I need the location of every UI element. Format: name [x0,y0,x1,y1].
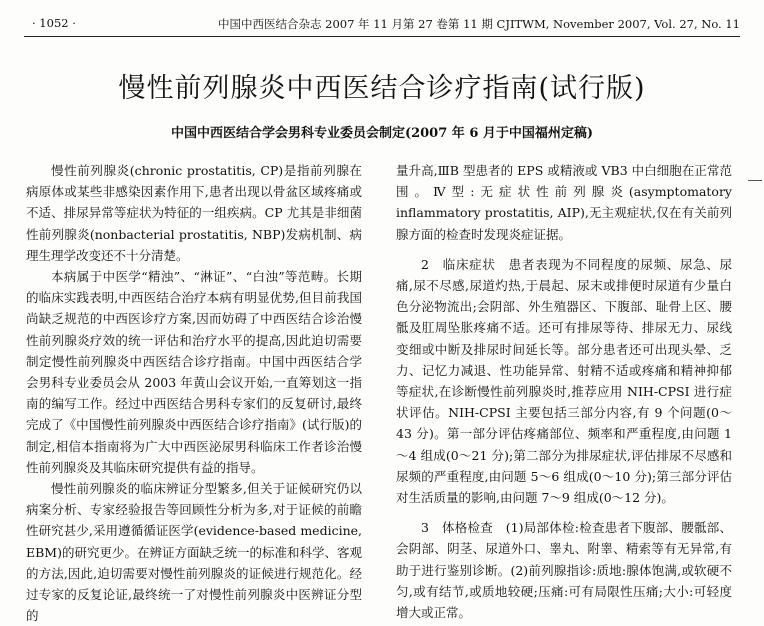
article-subtitle: 中国中西医结合学会男科专业委员会制定(2007 年 6 月于中国福州定稿) [170,126,594,141]
header-rule [24,36,740,37]
running-header [24,14,740,34]
paragraph-continuation: 量升高,ⅢB 型患者的 EPS 或精液或 VB3 中白细胞在正常范围。Ⅳ型:无症状性前列腺炎(asymptomatory inflammatory prostatitis, AIP),无主观症状,仅在有关前列腺方面的检查时发现炎症证据。 [396,163,732,242]
section-clinical-symptoms: 2 临床症状 患者表现为不同程度的尿频、尿急、尿痛,尿不尽感,尿道灼热,于晨起、尿末或排便时尿道有少量白色分泌物流出;会阴部、外生殖器区、下腹部、耻骨上区、腰骶及肛周坠胀疼痛不适。还可有排尿等待、排尿无力、尿线变细或中断及排尿时间延长等。部分患者还可出现头晕、乏力、记忆力减退、性功能异常、射精不适或疼痛和精神抑郁等症状,在诊断慢性前列腺炎时,推荐应用 NIH-CPSI 进行症状评估。NIH-CPSI 主要包括三部分内容,有 9 个问题(0～43 分)。第一部分评估疼痛部位、频率和严重程度,由问题 1～4 组成(0～21 分);第二部分为排尿症状,评估排尿不尽感和尿频的严重程度,由问题 5～6 组成(0～10 分);第三部分评估对生活质量的影响,由问题 7～9 组成(0～12 分)。 [396,256,732,506]
paragraph-syndrome: 慢性前列腺炎的临床辨证分型繁多,但关于证候研究仍以病案分析、专家经验报告等回顾性分析为多,对于证候的前瞻性研究甚少,采用遵循循证医学(evidence-based medicine, EBM)的研究更少。在辨证方面缺乏统一的标准和科学、客观的方法,因此,迫切需要对慢性前列腺炎的证候进行规范化。经过专家的反复论证,最终统一了对慢性前列腺炎中医辨证分型的 [26,481,362,624]
paragraph-tcm: 本病属于中医学“精浊”、“淋证”、“白浊”等范畴。长期的临床实践表明,中西医结合治疗本病有明显优势,但目前我国尚缺乏规范的中西医诊疗方案,因而妨碍了中西医结合诊治慢性前列腺炎疗效的统一评估和治疗水平的提高,因此迫切需要制定慢性前列腺炎中西医结合诊疗指南。中国中西医结合学会男科专业委员会从 2003 年黄山会议开始,一直筹划这一指南的编写工作。经过中西医结合男科专家们的反复研讨,最终完成了《中国慢性前列腺炎中西医结合诊疗指南》(试行版)的制定,相信本指南将为广大中西医泌尿男科临床工作者诊治慢性前列腺炎及其临床研究提供有益的指导。 [26,269,362,475]
article-title: 慢性前列腺炎中西医结合诊疗指南(试行版) [118,73,646,104]
left-column [26,160,362,626]
margin-mark [748,180,762,181]
paragraph-intro: 慢性前列腺炎(chronic prostatitis, CP)是指前列腺在病原体或某些非感染因素作用下,患者出现以骨盆区域疼痛或不适、排尿异常等症状为特征的一组疾病。CP 尤其是非细菌性前列腺炎(nonbacterial prostatitis, NBP)发病机制、病理生理学改变还不十分清楚。 [26,163,362,263]
right-column [396,160,732,623]
page-number: · 1052 · [32,16,76,30]
journal-citation: 中国中西医结合杂志 2007 年 11 月第 27 卷第 11 期 CJITWM, November 2007, Vol. 27, No. 11 [217,17,740,31]
section-physical-exam: 3 体格检查 (1)局部体检:检查患者下腹部、腰骶部、会阴部、阴茎、尿道外口、睾丸、附睾、精索等有无异常,有助于进行鉴别诊断。(2)前列腺指诊:质地:腺体饱满,或软硬不匀,或有结节,或质地较硬;压痛:可有局限性压痛;大小:可轻度增大或正常。 [396,520,732,621]
